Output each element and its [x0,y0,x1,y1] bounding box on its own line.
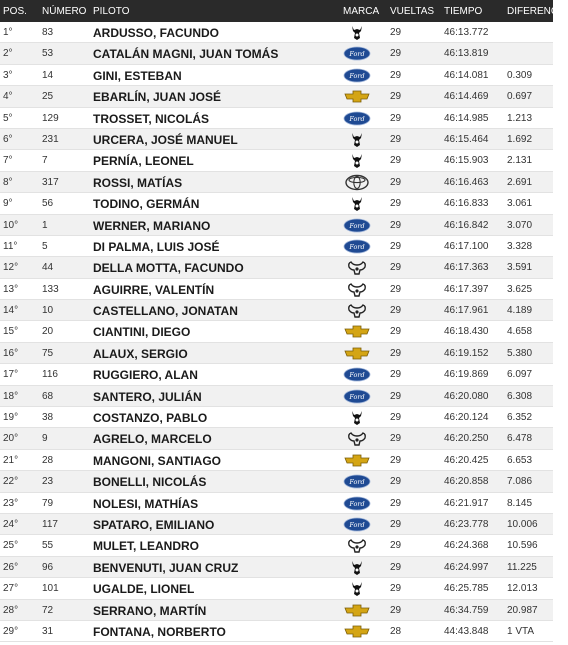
laps-cell: 29 [390,240,402,252]
time-cell: 46:24.368 [444,540,489,552]
chevrolet-bowtie-logo-icon [343,323,371,340]
driver-cell: UGALDE, LIONEL [93,582,195,597]
ford-oval-logo-icon [343,45,371,62]
number-cell: 55 [42,540,54,552]
diff-cell: 1 VTA [507,625,535,637]
number-cell: 10 [42,305,54,317]
number-cell: 133 [42,283,59,295]
laps-cell: 29 [390,518,402,530]
diff-cell: 8.145 [507,497,533,509]
table-row [0,578,553,599]
pos-cell: 22° [3,476,19,488]
driver-cell: ALAUX, SERGIO [93,346,188,361]
diff-cell: 6.352 [507,412,533,424]
time-cell: 46:17.363 [444,262,489,274]
time-cell: 46:20.425 [444,454,489,466]
laps-cell: 29 [390,305,402,317]
time-cell: 46:13.819 [444,48,489,60]
diff-cell: 11.225 [507,561,537,573]
laps-cell: 29 [390,112,402,124]
number-cell: 44 [42,262,54,274]
svg-text:Ford: Ford [349,50,365,59]
diff-cell: 20.987 [507,604,538,616]
svg-text:Ford: Ford [349,499,365,508]
pos-cell: 23° [3,497,19,509]
time-cell: 46:15.903 [444,155,489,167]
number-cell: 25 [42,91,54,103]
number-cell: 5 [42,240,48,252]
driver-cell: TROSSET, NICOLÁS [93,111,210,126]
number-cell: 317 [42,176,59,188]
laps-cell: 29 [390,91,402,103]
driver-cell: COSTANZO, PABLO [93,411,208,426]
table-row [0,300,553,321]
table-row [0,22,553,43]
time-cell: 46:16.842 [444,219,489,231]
driver-cell: CATALÁN MAGNI, JUAN TOMÁS [93,47,279,62]
table-row [0,428,553,449]
number-cell: 7 [42,155,48,167]
pos-cell: 7° [3,155,13,167]
laps-cell: 29 [390,390,402,402]
time-cell: 46:19.152 [444,347,489,359]
driver-cell: AGUIRRE, VALENTÍN [93,282,215,297]
pos-cell: 2° [3,48,13,60]
diff-cell: 4.658 [507,326,533,338]
laps-cell: 29 [390,347,402,359]
driver-cell: CIANTINI, DIEGO [93,325,191,340]
dodge-ram-logo-icon [343,430,371,447]
laps-cell: 29 [390,433,402,445]
svg-text:Ford: Ford [349,371,365,380]
svg-text:Ford: Ford [349,520,365,529]
svg-text:Ford: Ford [349,71,365,80]
dodge-ram-logo-icon [343,281,371,298]
pos-cell: 9° [3,198,13,210]
driver-cell: NOLESI, MATHÍAS [93,496,199,511]
diff-cell: 5.380 [507,347,533,359]
table-row [0,407,553,428]
laps-cell: 29 [390,454,402,466]
time-cell: 46:17.100 [444,240,489,252]
laps-cell: 29 [390,176,402,188]
number-cell: 1 [42,219,48,231]
laps-cell: 29 [390,412,402,424]
time-cell: 46:15.464 [444,133,489,145]
laps-cell: 29 [390,198,402,210]
diff-cell: 3.591 [507,262,533,274]
time-cell: 46:20.250 [444,433,489,445]
chevrolet-bowtie-logo-icon [343,452,371,469]
laps-cell: 29 [390,262,402,274]
number-cell: 28 [42,454,54,466]
pos-cell: 1° [3,27,13,38]
pos-cell: 15° [3,326,19,338]
pos-cell: 11° [3,240,18,252]
diff-cell: 1.692 [507,133,533,145]
ford-oval-logo-icon [343,495,371,512]
driver-cell: SANTERO, JULIÁN [93,389,202,404]
chevrolet-bowtie-logo-icon [343,602,371,619]
pos-cell: 4° [3,91,13,103]
table-row [0,471,553,492]
pos-cell: 19° [3,412,19,424]
table-body [0,22,553,642]
diff-cell: 10.006 [507,518,538,530]
svg-text:Ford: Ford [349,221,365,230]
pos-cell: 16° [3,347,19,359]
dodge-ram-logo-icon [343,302,371,319]
diff-cell: 6.653 [507,454,533,466]
diff-cell: 2.131 [507,155,533,167]
torino-bull-logo-icon [343,195,371,212]
svg-text:Ford: Ford [349,478,365,487]
diff-cell: 12.013 [507,583,538,595]
col-header-brand: MARCA [343,6,380,17]
pos-cell: 8° [3,176,13,188]
number-cell: 83 [42,27,54,38]
time-cell: 46:20.124 [444,412,489,424]
svg-text:Ford: Ford [349,242,365,251]
number-cell: 116 [42,369,58,381]
chevrolet-bowtie-logo-icon [343,345,371,362]
col-header-diff: DIFERENCIA [507,6,568,17]
col-header-driver: PILOTO [93,6,130,17]
torino-bull-logo-icon [343,152,371,169]
driver-cell: PERNÍA, LEONEL [93,154,194,169]
pos-cell: 26° [3,561,19,573]
pos-cell: 14° [3,305,19,317]
diff-cell: 6.478 [507,433,533,445]
laps-cell: 28 [390,625,402,637]
pos-cell: 29° [3,625,19,637]
time-cell: 46:25.785 [444,583,489,595]
pos-cell: 21° [3,454,19,466]
table-row [0,364,553,385]
time-cell: 46:23.778 [444,518,489,530]
number-cell: 117 [42,518,58,530]
driver-cell: MANGONI, SANTIAGO [93,453,221,468]
time-cell: 46:16.833 [444,198,489,210]
driver-cell: ARDUSSO, FACUNDO [93,26,220,40]
number-cell: 56 [42,198,54,210]
table-row [0,386,553,407]
laps-cell: 29 [390,27,402,38]
table-row [0,279,553,300]
table-row [0,535,553,556]
pos-cell: 10° [3,219,19,231]
driver-cell: DI PALMA, LUIS JOSÉ [93,239,220,254]
driver-cell: CASTELLANO, JONATAN [93,304,238,319]
laps-cell: 29 [390,369,402,381]
pos-cell: 20° [3,433,19,445]
laps-cell: 29 [390,69,402,81]
pos-cell: 27° [3,583,19,595]
time-cell: 46:21.917 [444,497,489,509]
ford-oval-logo-icon [343,110,371,127]
diff-cell: 0.309 [507,69,533,81]
number-cell: 101 [42,583,59,595]
number-cell: 68 [42,390,54,402]
laps-cell: 29 [390,561,402,573]
laps-cell: 29 [390,155,402,167]
ford-oval-logo-icon [343,473,371,490]
pos-cell: 24° [3,518,19,530]
diff-cell: 3.328 [507,240,533,252]
chevrolet-bowtie-logo-icon [343,623,371,640]
svg-text:Ford: Ford [349,114,365,123]
number-cell: 23 [42,476,54,488]
driver-cell: TODINO, GERMÁN [93,197,200,212]
diff-cell: 3.070 [507,219,533,231]
driver-cell: GINI, ESTEBAN [93,68,182,83]
dodge-ram-logo-icon [343,537,371,554]
laps-cell: 29 [390,497,402,509]
diff-cell: 10.596 [507,540,538,552]
diff-cell: 6.097 [507,369,533,381]
table-row [0,343,553,364]
laps-cell: 29 [390,133,402,145]
number-cell: 75 [42,347,54,359]
table-row [0,193,553,214]
time-cell: 46:18.430 [444,326,489,338]
pos-cell: 5° [3,112,13,124]
ford-oval-logo-icon [343,238,371,255]
table-row [0,150,553,171]
number-cell: 129 [42,112,59,124]
diff-cell: 6.308 [507,390,533,402]
ford-oval-logo-icon [343,516,371,533]
time-cell: 46:17.397 [444,283,489,295]
dodge-ram-logo-icon [343,259,371,276]
time-cell: 46:16.463 [444,176,489,188]
number-cell: 79 [42,497,54,509]
driver-cell: SERRANO, MARTÍN [93,603,207,618]
torino-bull-logo-icon [343,409,371,426]
diff-cell: 1.213 [507,112,533,124]
col-header-number: NÚMERO [42,6,87,17]
col-header-time: TIEMPO [444,6,483,17]
table-row [0,321,553,342]
laps-cell: 29 [390,604,402,616]
col-header-laps: VUELTAS [390,6,435,17]
ford-oval-logo-icon [343,217,371,234]
time-cell: 46:14.985 [444,112,489,124]
laps-cell: 29 [390,219,402,231]
torino-bull-logo-icon [343,580,371,597]
time-cell: 46:14.469 [444,91,489,103]
number-cell: 96 [42,561,54,573]
table-row [0,172,553,193]
number-cell: 14 [42,69,54,81]
ford-oval-logo-icon [343,366,371,383]
pos-cell: 13° [3,283,19,295]
time-cell: 46:13.772 [444,27,489,38]
laps-cell: 29 [390,583,402,595]
table-row [0,86,553,107]
table-row [0,108,553,129]
table-row [0,600,553,621]
laps-cell: 29 [390,540,402,552]
table-row [0,65,553,86]
number-cell: 20 [42,326,54,338]
driver-cell: EBARLÍN, JUAN JOSÉ [93,90,222,105]
driver-cell: ROSSI, MATÍAS [93,175,183,190]
time-cell: 46:19.869 [444,369,489,381]
time-cell: 44:43.848 [444,625,489,637]
number-cell: 9 [42,433,48,445]
table-row [0,621,553,642]
driver-cell: AGRELO, MARCELO [93,432,212,447]
pos-cell: 12° [3,262,19,274]
table-row [0,557,553,578]
driver-cell: BONELLI, NICOLÁS [93,475,207,490]
driver-cell: RUGGIERO, ALAN [93,368,198,383]
time-cell: 46:34.759 [444,604,489,616]
number-cell: 72 [42,604,54,616]
pos-cell: 6° [3,133,13,145]
diff-cell: 4.189 [507,305,533,317]
number-cell: 53 [42,48,54,60]
laps-cell: 29 [390,48,402,60]
driver-cell: MULET, LEANDRO [93,539,199,554]
toyota-logo-icon [343,174,371,191]
driver-cell: FONTANA, NORBERTO [93,624,226,639]
pos-cell: 3° [3,69,13,81]
col-header-pos: POS. [3,6,27,17]
driver-cell: DELLA MOTTA, FACUNDO [93,261,244,276]
time-cell: 46:20.080 [444,390,489,402]
torino-bull-logo-icon [343,559,371,576]
table-row [0,493,553,514]
driver-cell: URCERA, JOSÉ MANUEL [93,132,238,147]
driver-cell: WERNER, MARIANO [93,218,211,233]
time-cell: 46:14.081 [444,69,489,81]
time-cell: 46:24.997 [444,561,489,573]
table-row [0,236,553,257]
number-cell: 231 [42,133,59,145]
ford-oval-logo-icon [343,67,371,84]
table-row [0,43,553,64]
number-cell: 38 [42,412,54,424]
torino-bull-logo-icon [343,24,371,41]
torino-bull-logo-icon [343,131,371,148]
diff-cell: 3.625 [507,283,533,295]
diff-cell: 2.691 [507,176,533,188]
ford-oval-logo-icon [343,388,371,405]
time-cell: 46:17.961 [444,305,489,317]
diff-cell: 7.086 [507,476,533,488]
pos-cell: 25° [3,540,19,552]
diff-cell: 0.697 [507,91,533,103]
pos-cell: 28° [3,604,19,616]
table-row [0,257,553,278]
svg-text:Ford: Ford [349,392,365,401]
table-header [0,0,568,22]
laps-cell: 29 [390,283,402,295]
pos-cell: 18° [3,390,19,402]
table-row [0,450,553,471]
chevrolet-bowtie-logo-icon [343,88,371,105]
laps-cell: 29 [390,476,402,488]
pos-cell: 17° [3,369,19,381]
table-row [0,215,553,236]
driver-cell: BENVENUTI, JUAN CRUZ [93,560,239,575]
time-cell: 46:20.858 [444,476,489,488]
driver-cell: SPATARO, EMILIANO [93,517,215,532]
table-row [0,129,553,150]
diff-cell: 3.061 [507,198,533,210]
table-row [0,514,553,535]
number-cell: 31 [42,625,54,637]
laps-cell: 29 [390,326,402,338]
